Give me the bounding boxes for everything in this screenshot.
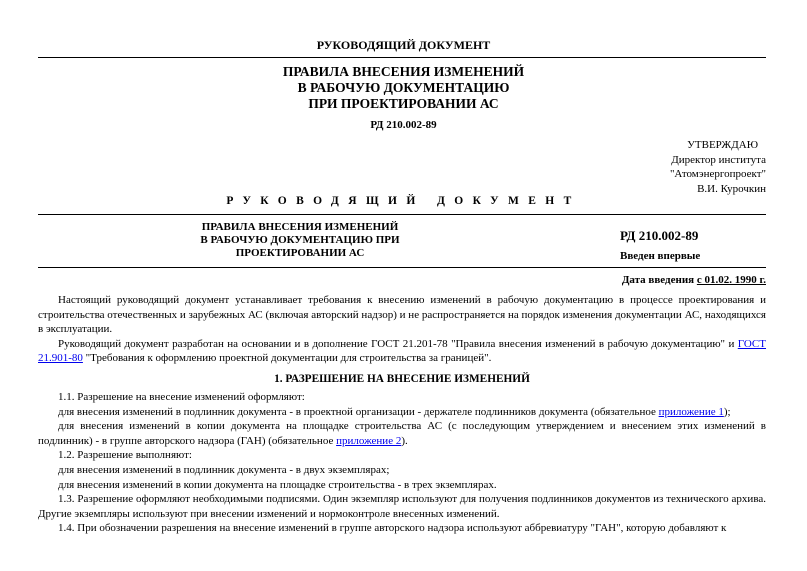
approval-organization: "Атомэнергопроект" [669, 168, 766, 181]
document-type-header: РУКОВОДЯЩИЙ ДОКУМЕНТ [316, 38, 491, 52]
intro-paragraph-2-text: Руководящий документ разработан на основании и в дополнение ГОСТ 21.201-78 "Правила внесения изменений в рабочую документацию" и [58, 337, 738, 350]
date-introduced-value: с 01.02. 1990 г. [696, 274, 766, 286]
clause-1-1-copy-text: для внесения изменений в копии документа на площадке строительства АС (с последующим утверждением и внесением этих изменений в подлинник) - в группе авторского надзора (ГАН) (обязательное [38, 420, 766, 447]
section-1-heading: 1. РАЗРЕШЕНИЕ НА ВНЕСЕНИЕ ИЗМЕНЕНИЙ [274, 372, 530, 385]
spaced-heading: РУКОВОДЯЩИЙ ДОКУМЕНТ [226, 195, 581, 207]
clause-1-1-original-text: для внесения изменений в подлинник документа - в проектной организации - держателе подлинников документа (обязательное [58, 405, 659, 418]
document-title [0, 64, 807, 112]
approval-signatory: В.И. Курочкин [697, 182, 766, 195]
block-title-line-2: В РАБОЧУЮ ДОКУМЕНТАЦИЮ ПРИ [200, 234, 400, 246]
title-line-2: В РАБОЧУЮ ДОКУМЕНТАЦИЮ [297, 80, 510, 95]
clause-1-2-original: для внесения изменений в подлинник документа - в двух экземплярах; [58, 463, 390, 476]
clause-1-2-copy: для внесения изменений в копии документа на площадке строительства - в трех экземплярах. [58, 478, 497, 491]
clause-1-3: 1.3. Разрешение оформляют необходимыми подписями. Один экземпляр используют для получения подлинников документов из технического архива. Другие экземпляры используют при внесении изменений и нормоконтроле внесенных изменений. [38, 493, 766, 520]
intro-paragraph-2 [38, 337, 766, 366]
title-line-3: ПРИ ПРОЕКТИРОВАНИИ АС [308, 96, 499, 111]
clause-1-2: 1.2. Разрешение выполняют: [58, 449, 192, 462]
clause-1-1-original-end: ); [723, 405, 731, 418]
document-code: РД 210.002-89 [370, 119, 437, 131]
introduced-status: Введен впервые [620, 250, 701, 262]
clause-1-1-original [38, 405, 766, 420]
approval-stamp: УТВЕРЖДАЮ [687, 139, 758, 151]
approval-block [520, 138, 766, 196]
title-line-1: ПРАВИЛА ВНЕСЕНИЯ ИЗМЕНЕНИЙ [282, 64, 525, 79]
appendix-1-link[interactable]: приложение 1 [658, 405, 724, 418]
clause-1-4: 1.4. При обозначении разрешения на внесение изменений в группе авторского надзора используют аббревиатуру "ГАН", которую добавляют к [58, 522, 727, 535]
intro-paragraph-2-text-end: "Требования к оформлению проектной документации для строительства за границей". [82, 352, 492, 365]
intro-paragraph-1: Настоящий руководящий документ устанавливает требования к внесению изменений в рабочую документацию в процессе проектирования и строительства отечественных и зарубежных АС (включая авторский надзор) и не распространяется на порядок изменения документации АС, находящихся в эксплуатации. [38, 294, 766, 336]
document-body [38, 293, 766, 536]
block-title-line-1: ПРАВИЛА ВНЕСЕНИЯ ИЗМЕНЕНИЙ [201, 221, 399, 233]
block-title-line-3: ПРОЕКТИРОВАНИИ АС [235, 247, 365, 259]
date-introduced [400, 274, 766, 286]
clause-1-1: 1.1. Разрешение на внесение изменений оформляют: [58, 390, 305, 403]
block-title [150, 221, 450, 260]
date-introduced-label: Дата введения [621, 274, 697, 286]
gost-21-901-80-link[interactable]: ГОСТ 21.901-80 [38, 337, 766, 365]
approval-position: Директор института [671, 153, 766, 166]
block-top-divider [38, 214, 766, 215]
clause-1-1-copy [38, 419, 766, 448]
header-divider [38, 57, 766, 58]
block-bottom-divider [38, 267, 766, 268]
appendix-2-link[interactable]: приложение 2 [336, 434, 402, 447]
block-code: РД 210.002-89 [620, 228, 699, 243]
clause-1-1-copy-end: ). [401, 434, 408, 447]
